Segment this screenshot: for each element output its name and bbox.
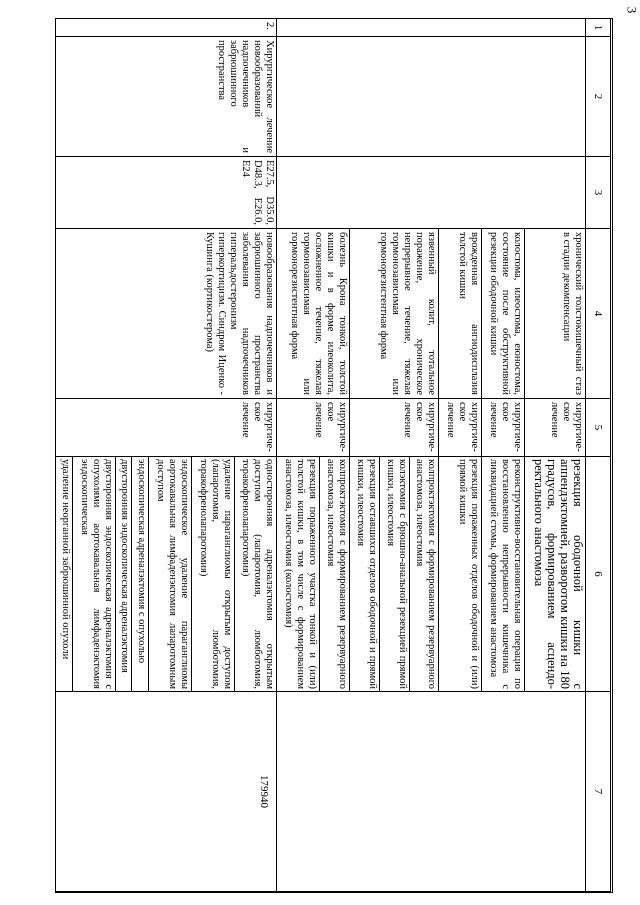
method-item: эндоскопическая адреналэктомия с опухолью: [132, 457, 149, 691]
header-cell: 3: [586, 157, 611, 229]
header-cell: 7: [586, 692, 611, 892]
condition-cell: хронический толстокишечный стаз в стадии декомпенсации: [525, 229, 586, 399]
icd-codes-cell: E27.5, D35.0, D48.3, E26.0, E24: [56, 157, 278, 229]
header-cell: 5: [586, 399, 611, 457]
method-item: резекция пораженного участка тонкой и (или) толстой кишки, в том числе с формированием анастомоза, илеостомия (колостомия): [283, 459, 319, 689]
methods-cell: [350, 457, 439, 692]
methods-cell: [525, 457, 586, 692]
method-item: односторонняя адреналэктомия открытым доступом (лапаротомия, люмботомия, торакофренолапаротомия): [234, 457, 276, 691]
method-item: резекция пораженных отделов ободочной и (или) прямой кишки: [457, 459, 481, 689]
condition-cell: язвенный колит, тотальное поражение, хроническое непрерывное течение, тяжелая гормонозависимая или гормонорезистентная форма: [350, 229, 439, 399]
method-item: колэктомия с брюшно-анальной резекцией прямой кишки, илеостомия: [379, 457, 409, 691]
treatment-type-cell: хирургиче-ское лечение: [525, 399, 586, 457]
notes-cell: [277, 692, 586, 892]
row-number-cell: [277, 19, 586, 37]
procedures-table: [55, 18, 611, 892]
treatment-type-cell: хирургиче-ское лечение: [439, 399, 482, 457]
methods-cell: [439, 457, 482, 692]
row-number-cell: 2.: [56, 19, 278, 37]
methods-cell: [482, 457, 525, 692]
document-id-cell: 179940: [56, 692, 278, 892]
method-item: резекция оставшихся отделов ободочной и прямой кишки, илеостомия: [354, 459, 378, 689]
method-item: реконструктивно-восстановительная операция по восстановлению непрерывности кишечника с ликвидацией стомы, формированием анастомоза: [488, 459, 524, 689]
table-row: [56, 19, 278, 892]
method-item: двусторонняя эндоскопическая адреналэктомия: [115, 457, 132, 691]
page-number: 3: [623, 6, 639, 14]
header-cell: 2: [586, 37, 611, 157]
methods-cell: [56, 457, 278, 692]
treatment-type-cell: хирургиче-ское лечение: [350, 399, 439, 457]
method-item: удаление параганглиомы открытым доступом (лапаротомия, люмботомия, торакофренолапаротомия): [191, 457, 234, 691]
treatment-type-cell: хирургиче-ское лечение: [277, 399, 350, 457]
method-item: резекция ободочной кишки с аппендэктомией, разворотом кишки на 180 градусов, формированием асцендо-ректального анастомоза: [532, 459, 585, 689]
procedure-name-cell: Хирургическое лечение новообразований надпочечников и забрюшинного пространства: [56, 37, 278, 157]
method-item: двусторонняя эндоскопическая адреналэктомия с опухолями аортокавальная лимфаденэктомия эндоскопическая: [72, 457, 115, 691]
condition-cell: болезнь Крона тонкой, толстой кишки и в форме илеоколита, осложненное течение, тяжелая гормонозависимая или гормонорезистентная форма: [277, 229, 350, 399]
condition-cell: колостома, илеостома, еюностома, состояние после обструктивной резекции ободочной кишки: [482, 229, 525, 399]
procedure-name-cell: [277, 37, 586, 157]
header-cell: 6: [586, 457, 611, 692]
header-cell: 4: [586, 229, 611, 399]
header-cell: 1: [586, 19, 611, 37]
method-item: удаление неорганной забрюшинной опухоли: [59, 459, 71, 660]
method-item: колпроктэктомия с формированием резервуарного анастомоза, илеостомия: [409, 457, 438, 691]
condition-cell: врожденная ангиодисплазия толстой кишки: [439, 229, 482, 399]
method-item: эндоскопическое удаление параганглиомы аортокавальная лимфаденэктомия лапаротомным доступом: [148, 457, 191, 691]
method-item: колпроктэктомия с формированием резервуарного анастомоза, илеостомия: [320, 457, 349, 691]
methods-cell: [277, 457, 350, 692]
header-row: [586, 19, 611, 892]
condition-cell: новообразования надпочечников и забрюшинного пространства заболевания надпочечников гиперальдостеронизм гиперкортицизм. Синдром Иценко - Кушинга (кортикостерома): [56, 229, 278, 399]
rotated-table-container: [55, 18, 611, 891]
icd-codes-cell: [277, 157, 586, 229]
table-row: [525, 19, 586, 892]
treatment-type-cell: хирургиче-ское лечение: [482, 399, 525, 457]
treatment-type-cell: хирургиче-ское лечение: [56, 399, 278, 457]
